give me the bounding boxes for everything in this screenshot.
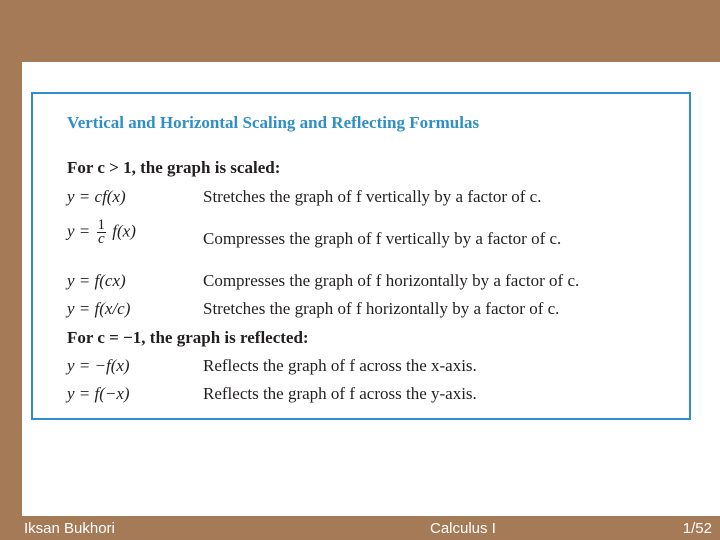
formula-compress-horizontal: y = f(cx) <box>67 271 126 290</box>
formula-box <box>31 92 691 420</box>
box-title: Vertical and Horizontal Scaling and Reflecting Formulas <box>67 113 480 132</box>
fraction-numerator: 1 <box>97 217 106 233</box>
footer-page-number: 1/52 <box>682 520 712 537</box>
formula-compress-vertical-suffix: f(x) <box>112 221 136 241</box>
desc-reflect-x: Reflects the graph of f across the x-axis. <box>203 356 477 375</box>
formula-compress-vertical-prefix: y = <box>67 221 91 241</box>
desc-stretch-horizontal: Stretches the graph of f horizontally by a factor of c. <box>203 299 560 318</box>
formula-stretch-vertical: y = cf(x) <box>67 187 126 206</box>
slide-footer <box>0 516 720 540</box>
formula-stretch-horizontal: y = f(x/c) <box>67 299 131 318</box>
scaled-heading: For c > 1, the graph is scaled: <box>67 158 281 177</box>
formula-compress-vertical <box>67 219 136 246</box>
footer-author: Iksan Bukhori <box>24 520 115 537</box>
fraction-denominator: c <box>97 231 105 247</box>
reflected-heading: For c = −1, the graph is reflected: <box>67 328 309 347</box>
fraction <box>97 219 107 246</box>
desc-stretch-vertical: Stretches the graph of f vertically by a factor of c. <box>203 187 542 206</box>
desc-compress-horizontal: Compresses the graph of f horizontally by a factor of c. <box>203 271 580 290</box>
formula-reflect-y: y = f(−x) <box>67 384 130 403</box>
desc-reflect-y: Reflects the graph of f across the y-axis. <box>203 384 477 403</box>
footer-course: Calculus I <box>430 520 496 537</box>
formula-reflect-x: y = −f(x) <box>67 356 130 375</box>
desc-compress-vertical: Compresses the graph of f vertically by a factor of c. <box>203 229 562 248</box>
